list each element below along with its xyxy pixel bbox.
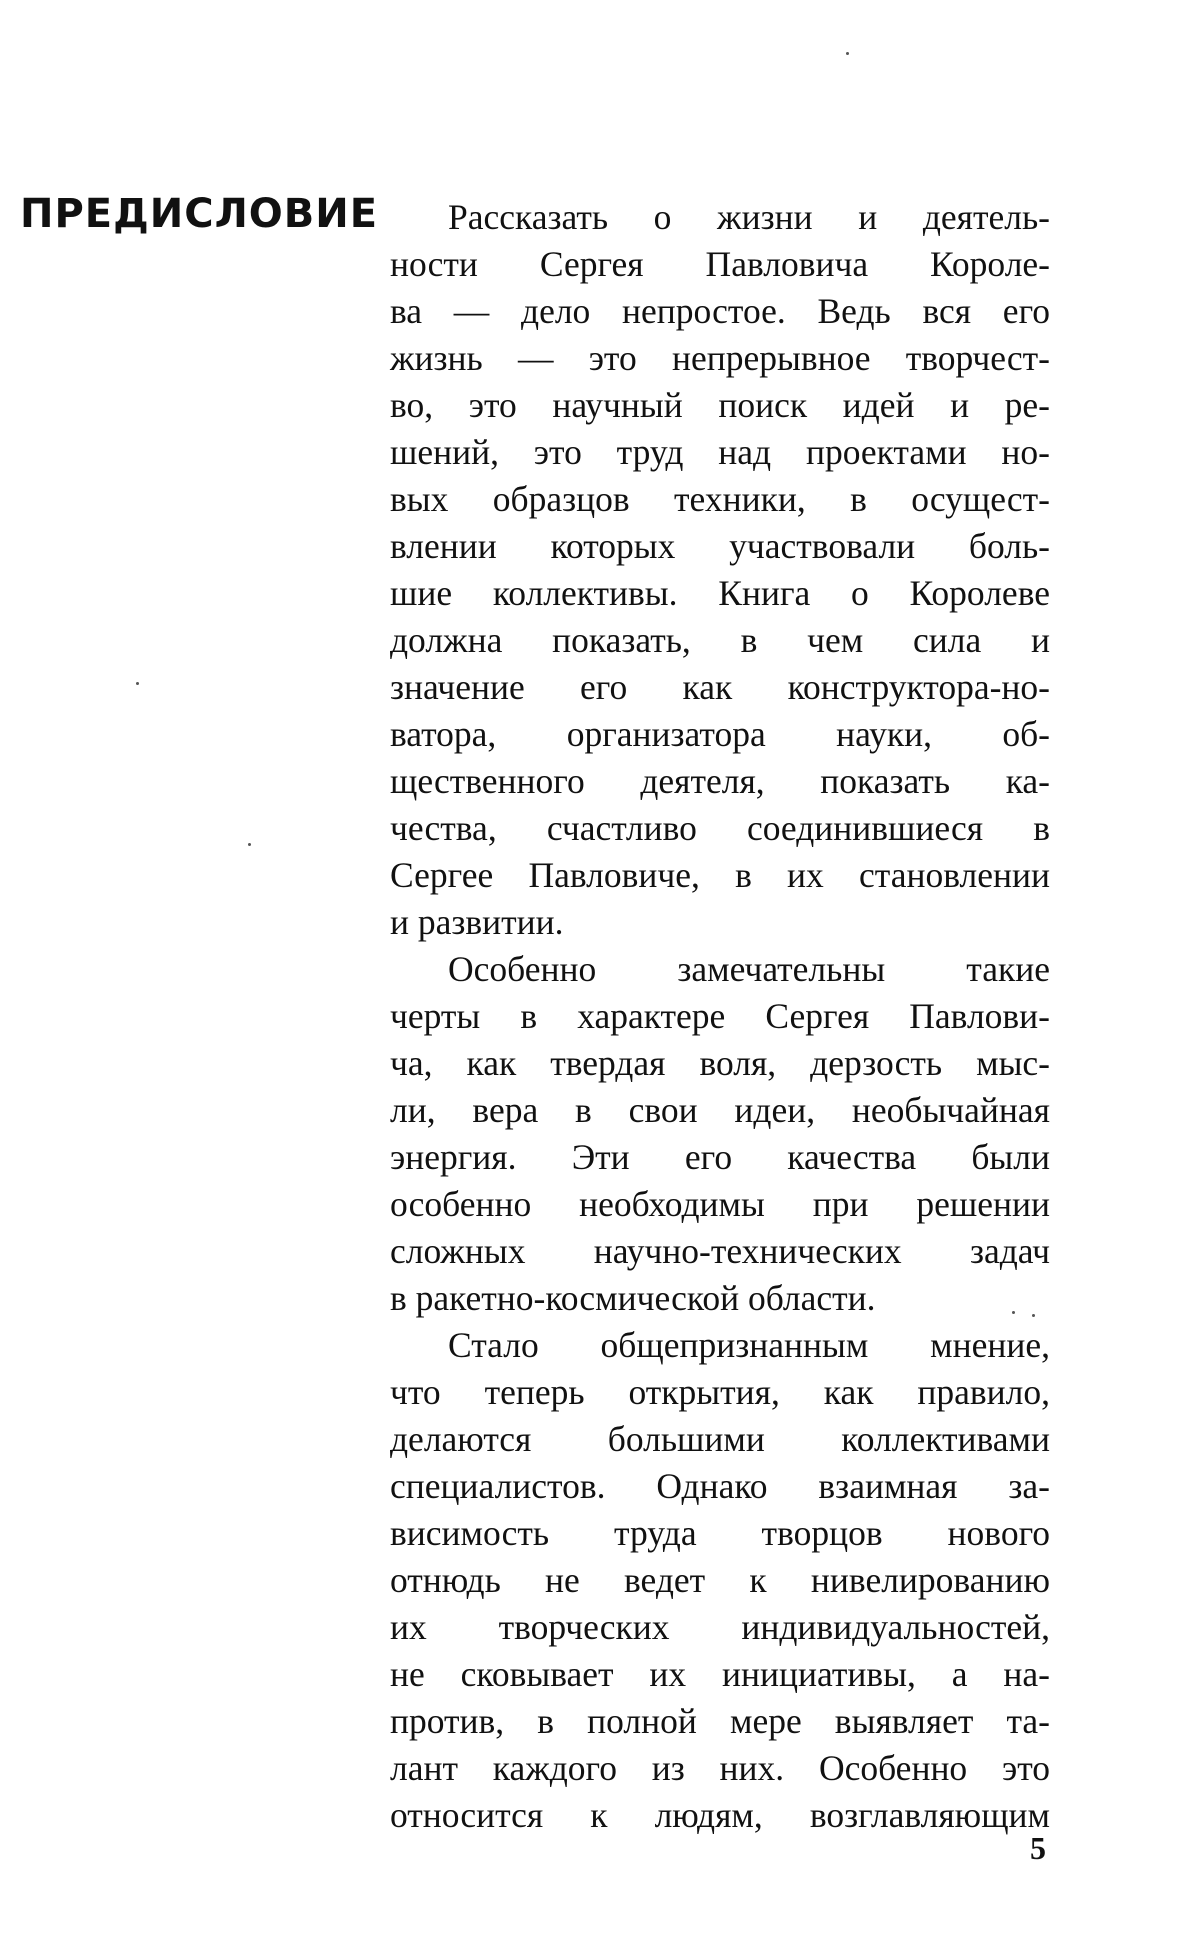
text-line: Особенно замечательны такие	[448, 949, 1050, 989]
scan-speck	[136, 682, 139, 685]
text-line: делаются большими коллективами	[390, 1419, 1050, 1459]
text-line: против, в полной мере выявляет та-	[390, 1701, 1050, 1741]
text-line: специалистов. Однако взаимная за-	[390, 1466, 1050, 1506]
text-line: ли, вера в свои идеи, необычайная	[390, 1090, 1050, 1130]
text-line: их творческих индивидуальностей,	[390, 1607, 1050, 1647]
text-line: особенно необходимы при решении	[390, 1184, 1050, 1224]
text-line: значение его как конструктора-но-	[390, 667, 1050, 707]
text-line: влении которых участвовали боль-	[390, 526, 1050, 566]
scan-speck	[1012, 1311, 1015, 1314]
text-line: во, это научный поиск идей и ре-	[390, 385, 1050, 425]
text-line: висимость труда творцов нового	[390, 1513, 1050, 1553]
text-line: шие коллективы. Книга о Королеве	[390, 573, 1050, 613]
text-line: и развитии.	[390, 902, 564, 942]
scan-speck	[1032, 1314, 1035, 1317]
text-line: ности Сергея Павловича Короле-	[390, 244, 1050, 284]
text-line: чества, счастливо соединившиеся в	[390, 808, 1050, 848]
text-line: ча, как твердая воля, дерзость мыс-	[390, 1043, 1050, 1083]
text-line: сложных научно-технических задач	[390, 1231, 1050, 1271]
text-line: отнюдь не ведет к нивелированию	[390, 1560, 1050, 1600]
text-line: ва — дело непростое. Ведь вся его	[390, 291, 1050, 331]
text-line: вых образцов техники, в осущест-	[390, 479, 1050, 519]
text-line: не сковывает их инициативы, а на-	[390, 1654, 1050, 1694]
section-heading: ПРЕДИСЛОВИЕ	[20, 191, 379, 237]
text-line: жизнь — это непрерывное творчест-	[390, 338, 1050, 378]
text-line: щественного деятеля, показать ка-	[390, 761, 1050, 801]
text-line: Рассказать о жизни и деятель-	[448, 197, 1050, 237]
text-line: энергия. Эти его качества были	[390, 1137, 1050, 1177]
scan-speck	[248, 843, 251, 846]
text-line: ватора, организатора науки, об-	[390, 714, 1050, 754]
text-line: лант каждого из них. Особенно это	[390, 1748, 1050, 1788]
page-number: 5	[1030, 1830, 1046, 1866]
text-line: что теперь открытия, как правило,	[390, 1372, 1050, 1412]
text-line: относится к людям, возглавляющим	[390, 1795, 1050, 1835]
text-line: Стало общепризнанным мнение,	[448, 1325, 1050, 1365]
text-line: Сергее Павловиче, в их становлении	[390, 855, 1050, 895]
text-line: шений, это труд над проектами но-	[390, 432, 1050, 472]
text-line: черты в характере Сергея Павлови-	[390, 996, 1050, 1036]
body-text	[390, 194, 1050, 1839]
text-line: должна показать, в чем сила и	[390, 620, 1050, 660]
text-line: в ракетно-космической области.	[390, 1278, 876, 1318]
scan-speck	[846, 52, 849, 55]
